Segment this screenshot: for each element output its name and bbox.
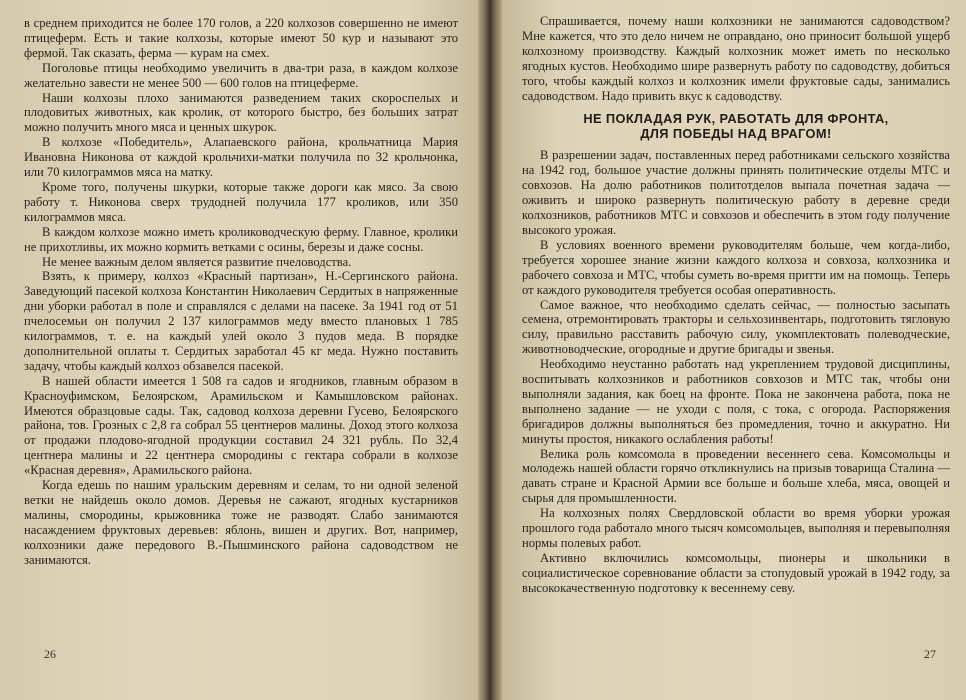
paragraph: Спрашивается, почему наши колхозники не занимаются садоводством? Мне кажется, что это дело ничем не оправдано, оно приносит большой ущерб колхозному производству. Каждый колхозник может иметь по несколько ягодных кустов. Необходимо шире развернуть работу по садоводству, добиться того, чтобы каждый колхоз и колхозник имели фруктовые сады, занимались садоводством. Надо привить вкус к садоводству. — [522, 14, 950, 103]
paragraph: в среднем приходится не более 170 голов, а 220 колхозов совершенно не имеют птицеферм. Есть и такие колхозы, которые имеют 50 кур и называют это фермой. Так сказать, ферма — курам на смех. — [24, 16, 458, 60]
paragraph: Велика роль комсомола в проведении весеннего сева. Комсомольцы и молодежь нашей области горячо откликнулись на призыв товарища Сталина — давать стране и Красной Армии все больше и больше хлеба, мяса, овощей и сырья для промышленности. — [522, 446, 950, 506]
paragraph: В условиях военного времени руководителям больше, чем когда-либо, требуется хорошее знание жизни каждого колхоза и совхоза, колхозника и рабочего совхоза и МТС, чтобы суметь во-время притти им на помощь. Теперь от каждого руководителя требуется особая оперативность. — [522, 237, 950, 297]
paragraph: Самое важное, что необходимо сделать сейчас, — полностью засыпать семена, отремонтировать тракторы и сельхозинвентарь, подготовить тягловую силу, правильно расставить рабочую силу, укомплектовать полеводческие, животноводческие, огородные и другие бригады и звенья. — [522, 297, 950, 357]
paragraph: Взять, к примеру, колхоз «Красный партизан», Н.-Сергинского района. Заведующий пасекой колхоза Константин Николаевич Сердитых в напряженные дни уборки работал в поле и справлялся с делами на пасеке. За 1941 год от 51 пчелосемьи он получил 2 137 килограммов меду вместо плановых 1 785 килограммов, т. е. на каждый улей около 3 пудов меда. В порядке дополнительной оплаты т. Сердитых заработал 45 кг меда. Нужно поставить задачу, чтобы каждый колхоз обзавелся пасекой. — [24, 269, 458, 373]
section-heading — [522, 111, 950, 141]
book-gutter — [478, 0, 502, 700]
paragraph: В каждом колхозе можно иметь кролиководческую ферму. Главное, кролики не прихотливы, их можно кормить ветками с осины, березы и даже сосны. — [24, 224, 458, 254]
paragraph: Активно включились комсомольцы, пионеры и школьники в социалистическое соревнование области за стопудовый урожай в 1942 году, за высококачественную подготовку к весеннему севу. — [522, 550, 950, 595]
left-page-text — [24, 16, 458, 568]
paragraph: Наши колхозы плохо занимаются разведением таких скороспелых и плодовитых животных, как кролик, от которого быстро, без больших затрат можно получить много мяса и ценных шкурок. — [24, 90, 458, 135]
paragraph: Когда едешь по нашим уральским деревням и селам, то ни одной зеленой ветки не найдешь около домов. Деревья не сажают, ягодных кустарников малины, смородины, крыжовника тоже не разводят. Слабо занимаются насаждением фруктовых деревьев: яблонь, вишен и других. Вот, например, колхозники даже передового В.-Пышминского района садоводством не занимаются. — [24, 478, 458, 567]
right-page-text — [522, 14, 950, 596]
paragraph: Поголовье птицы необходимо увеличить в два-три раза, в каждом колхозе желательно завести не менее 500 — 600 голов на птицеферме. — [24, 60, 458, 90]
page-number-left: 26 — [44, 647, 56, 661]
page-number-right: 27 — [924, 647, 936, 661]
section-heading-line: ДЛЯ ПОБЕДЫ НАД ВРАГОМ! — [640, 126, 832, 142]
section-heading-line: НЕ ПОКЛАДАЯ РУК, РАБОТАТЬ ДЛЯ ФРОНТА, — [583, 111, 889, 127]
paragraph: Необходимо неустанно работать над укреплением трудовой дисциплины, воспитывать колхозников и работников совхозов и МТС так, чтобы они выполняли задания, как боец на фронте. Пока не закончена работа, пока не выполнено задание — не уходи с поля, с тока, с огорода. Распоряжения бригадиров должны выполняться без промедления, точно и аккуратно. Ни минуты простоя, никакого ослабления работы! — [522, 357, 950, 446]
right-page — [502, 0, 966, 700]
paragraph: В нашей области имеется 1 508 га садов и ягодников, главным образом в Красноуфимском, Белоярском, Арамильском и Камышловском районах. Имеются образцовые сады. Так, садовод колхоза деревни Гусево, Белоярского района, тов. Грозных с 2,8 га собрал 55 центнеров малины. Доход этого колхоза от продажи плодово-ягодной продукции составил 24 321 рубль. По 32,4 центнера малины и 22 центнера смородины с гектара собрали в колхозе «Красная деревня», Арамильского района. — [24, 373, 458, 478]
left-page — [0, 0, 478, 700]
paragraph: На колхозных полях Свердловской области во время уборки урожая прошлого года работало много тысяч комсомольцев, выполняя и перевыполняя нормы полевых работ. — [522, 506, 950, 550]
paragraph: В разрешении задач, поставленных перед работниками сельского хозяйства на 1942 год, большое участие должны принять политические отделы МТС и совхозов. На долю работников политотделов выпала почетная задача — оживить и широко развернуть политическую работу в деревне среди колхозников, работников МТС и совхозов и обеспечить в этом году получение высокого урожая. — [522, 148, 950, 237]
paragraph: В колхозе «Победитель», Алапаевского района, крольчатница Мария Ивановна Никонова от каждой крольчихи-матки получила по 32 крольчонка, или 70 килограммов мяса на матку. — [24, 135, 458, 180]
paragraph: Не менее важным делом является развитие пчеловодства. — [42, 254, 352, 269]
paragraph: Кроме того, получены шкурки, которые также дороги как мясо. За свою работу т. Никонова сверх трудодней получила 177 кроликов, или 350 килограммов мяса. — [24, 179, 458, 224]
